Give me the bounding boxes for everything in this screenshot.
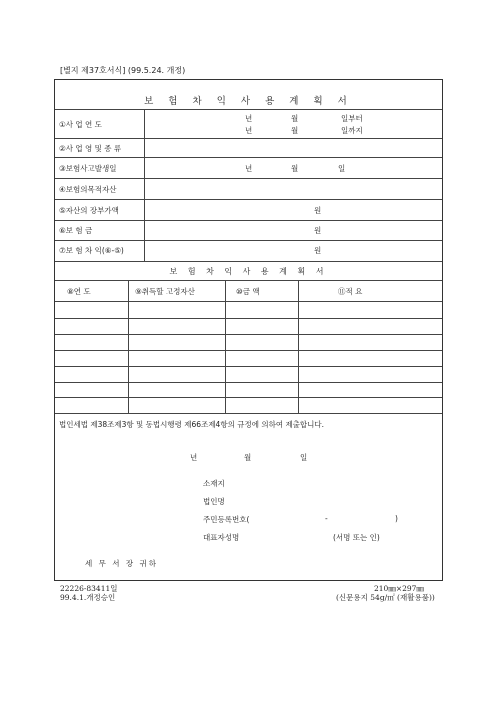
date-month: 월: [244, 453, 252, 462]
table-row: [55, 397, 442, 398]
table-row: [55, 350, 442, 351]
date-day: 일: [300, 453, 308, 462]
col-amount: ⑩금 액: [236, 287, 260, 296]
date-year: 년: [190, 453, 198, 462]
r3-month: 월: [291, 164, 299, 173]
insured-asset-label: ④보험의목적자산: [59, 185, 117, 194]
footer-code: 22226-83411일: [60, 584, 118, 593]
r3-year: 년: [245, 164, 253, 173]
footer-size: 210㎜×297㎜: [374, 584, 424, 593]
declaration-text: 법인세법 제38조제3항 및 동법시행령 제66조제4항의 규정에 의하여 제출합니다.: [59, 420, 325, 429]
plan-title: 보 험 차 익 사 용 계 획 서: [169, 267, 328, 276]
col-remark: ⑪적 요: [338, 287, 363, 296]
footer-paper: (신문용지 54g/㎡ (재활용품)): [336, 593, 435, 602]
reg-no-close: ): [395, 514, 398, 523]
insurance-amount-label: ⑥보 험 금: [59, 226, 93, 235]
business-type-label: ②사 업 영 및 종 류: [59, 144, 122, 153]
reg-no-label: 주민등록번호(: [203, 515, 250, 524]
r1-year2: 년: [245, 126, 253, 135]
table-row: [55, 318, 442, 319]
book-value-unit: 원: [314, 206, 322, 215]
col-asset: ⑨취득할 고정자산: [135, 287, 195, 296]
form-title: 보 험 차 익 사 용 계 획 서: [144, 96, 353, 107]
seal-label: (서명 또는 인): [333, 533, 380, 542]
accident-date-label: ③보험사고발생일: [59, 164, 117, 173]
corp-name-label: 법인명: [203, 497, 225, 506]
r1-year1: 년: [245, 114, 253, 123]
table-row: [55, 382, 442, 383]
insurance-amount-unit: 원: [314, 226, 322, 235]
business-year-label: ①사 업 연 도: [59, 120, 102, 129]
recipient-label: 세 무 서 장 귀하: [85, 559, 159, 568]
reg-no-dash: -: [325, 514, 328, 523]
col-year: ⑧연 도: [67, 287, 91, 296]
r1-month1: 월: [291, 114, 299, 123]
table-row: [55, 366, 442, 367]
form-number-note: [별지 제37호서식] (99.5.24. 개정): [60, 66, 186, 75]
footer-approval: 99.4.1.개정승인: [60, 593, 116, 602]
book-value-label: ⑤자산의 장부가액: [59, 206, 119, 215]
r1-month2: 월: [291, 126, 299, 135]
insurance-gain-unit: 원: [314, 246, 322, 255]
r1-from: 일부터: [341, 114, 363, 123]
form-frame: [54, 79, 443, 581]
table-row: [55, 334, 442, 335]
insurance-gain-label: ⑦보 험 차 익(⑥-⑤): [59, 246, 124, 255]
r3-day: 일: [338, 164, 346, 173]
address-label: 소재지: [203, 479, 225, 488]
r1-to: 일까지: [341, 126, 363, 135]
rep-name-label: 대표자성명: [203, 533, 240, 542]
